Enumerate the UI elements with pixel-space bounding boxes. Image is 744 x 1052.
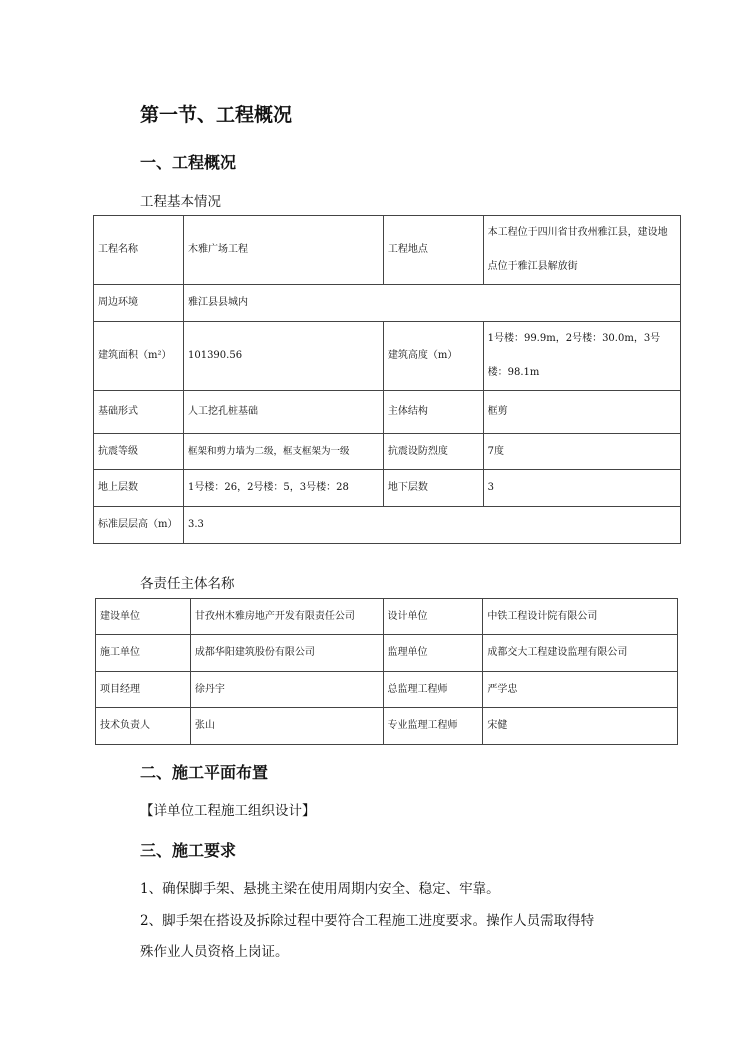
cell-value: 3 [483,470,680,507]
cell-value: 1号楼：26，2号楼：5，3号楼：28 [183,470,383,507]
cell-value: 框剪 [483,391,680,434]
cell-value: 3.3 [183,507,680,544]
cell-label: 基础形式 [94,391,184,434]
cell-label: 设计单位 [383,599,483,635]
cell-value: 徐丹宇 [190,672,383,708]
table1-caption: 工程基本情况 [140,194,221,210]
heading-overview: 一、工程概况 [140,153,237,172]
heading-layout: 二、施工平面布置 [140,763,269,782]
cell-value: 甘孜州木雅房地产开发有限责任公司 [190,599,383,635]
heading-requirements: 三、施工要求 [140,841,237,860]
cell-value: 本工程位于四川省甘孜州雅江县，建设地点位于雅江县解放街 [483,216,680,285]
cell-value: 7度 [483,434,680,470]
layout-text: 【详单位工程施工组织设计】 [140,803,316,819]
cell-label: 工程名称 [94,216,184,285]
cell-label: 建筑面积（m²） [94,322,184,391]
cell-label: 专业监理工程师 [383,708,483,745]
cell-value: 1号楼：99.9m，2号楼：30.0m，3号楼：98.1m [483,322,680,391]
cell-label: 建设单位 [96,599,191,635]
cell-value: 框架和剪力墙为二级，框支框架为一级 [183,434,383,470]
cell-value: 成都交大工程建设监理有限公司 [483,635,678,672]
requirement-2-cont: 殊作业人员资格上岗证。 [140,944,289,960]
cell-label: 地上层数 [94,470,184,507]
cell-label: 项目经理 [96,672,191,708]
cell-label: 总监理工程师 [383,672,483,708]
cell-label: 主体结构 [383,391,483,434]
cell-label: 标准层层高（m） [94,507,184,544]
table2-caption: 各责任主体名称 [140,576,235,592]
requirement-2: 2、脚手架在搭设及拆除过程中要符合工程施工进度要求。操作人员需取得特 [140,913,595,929]
responsible-parties-table [95,598,678,745]
cell-label: 建筑高度（m） [383,322,483,391]
section-title: 第一节、工程概况 [140,104,293,126]
cell-value: 中铁工程设计院有限公司 [483,599,678,635]
cell-label: 监理单位 [383,635,483,672]
cell-label: 技术负责人 [96,708,191,745]
cell-label: 周边环境 [94,285,184,322]
cell-label: 施工单位 [96,635,191,672]
cell-label: 工程地点 [383,216,483,285]
project-info-table [93,215,681,544]
cell-label: 抗震等级 [94,434,184,470]
requirement-1: 1、确保脚手架、悬挑主梁在使用周期内安全、稳定、牢靠。 [140,881,500,897]
cell-value: 木雅广场工程 [183,216,383,285]
cell-value: 成都华阳建筑股份有限公司 [190,635,383,672]
cell-value: 人工挖孔桩基础 [183,391,383,434]
cell-value: 宋健 [483,708,678,745]
cell-value: 严学忠 [483,672,678,708]
cell-value: 雅江县县城内 [183,285,680,322]
cell-label: 地下层数 [383,470,483,507]
cell-value: 101390.56 [183,322,383,391]
cell-value: 张山 [190,708,383,745]
cell-label: 抗震设防烈度 [383,434,483,470]
